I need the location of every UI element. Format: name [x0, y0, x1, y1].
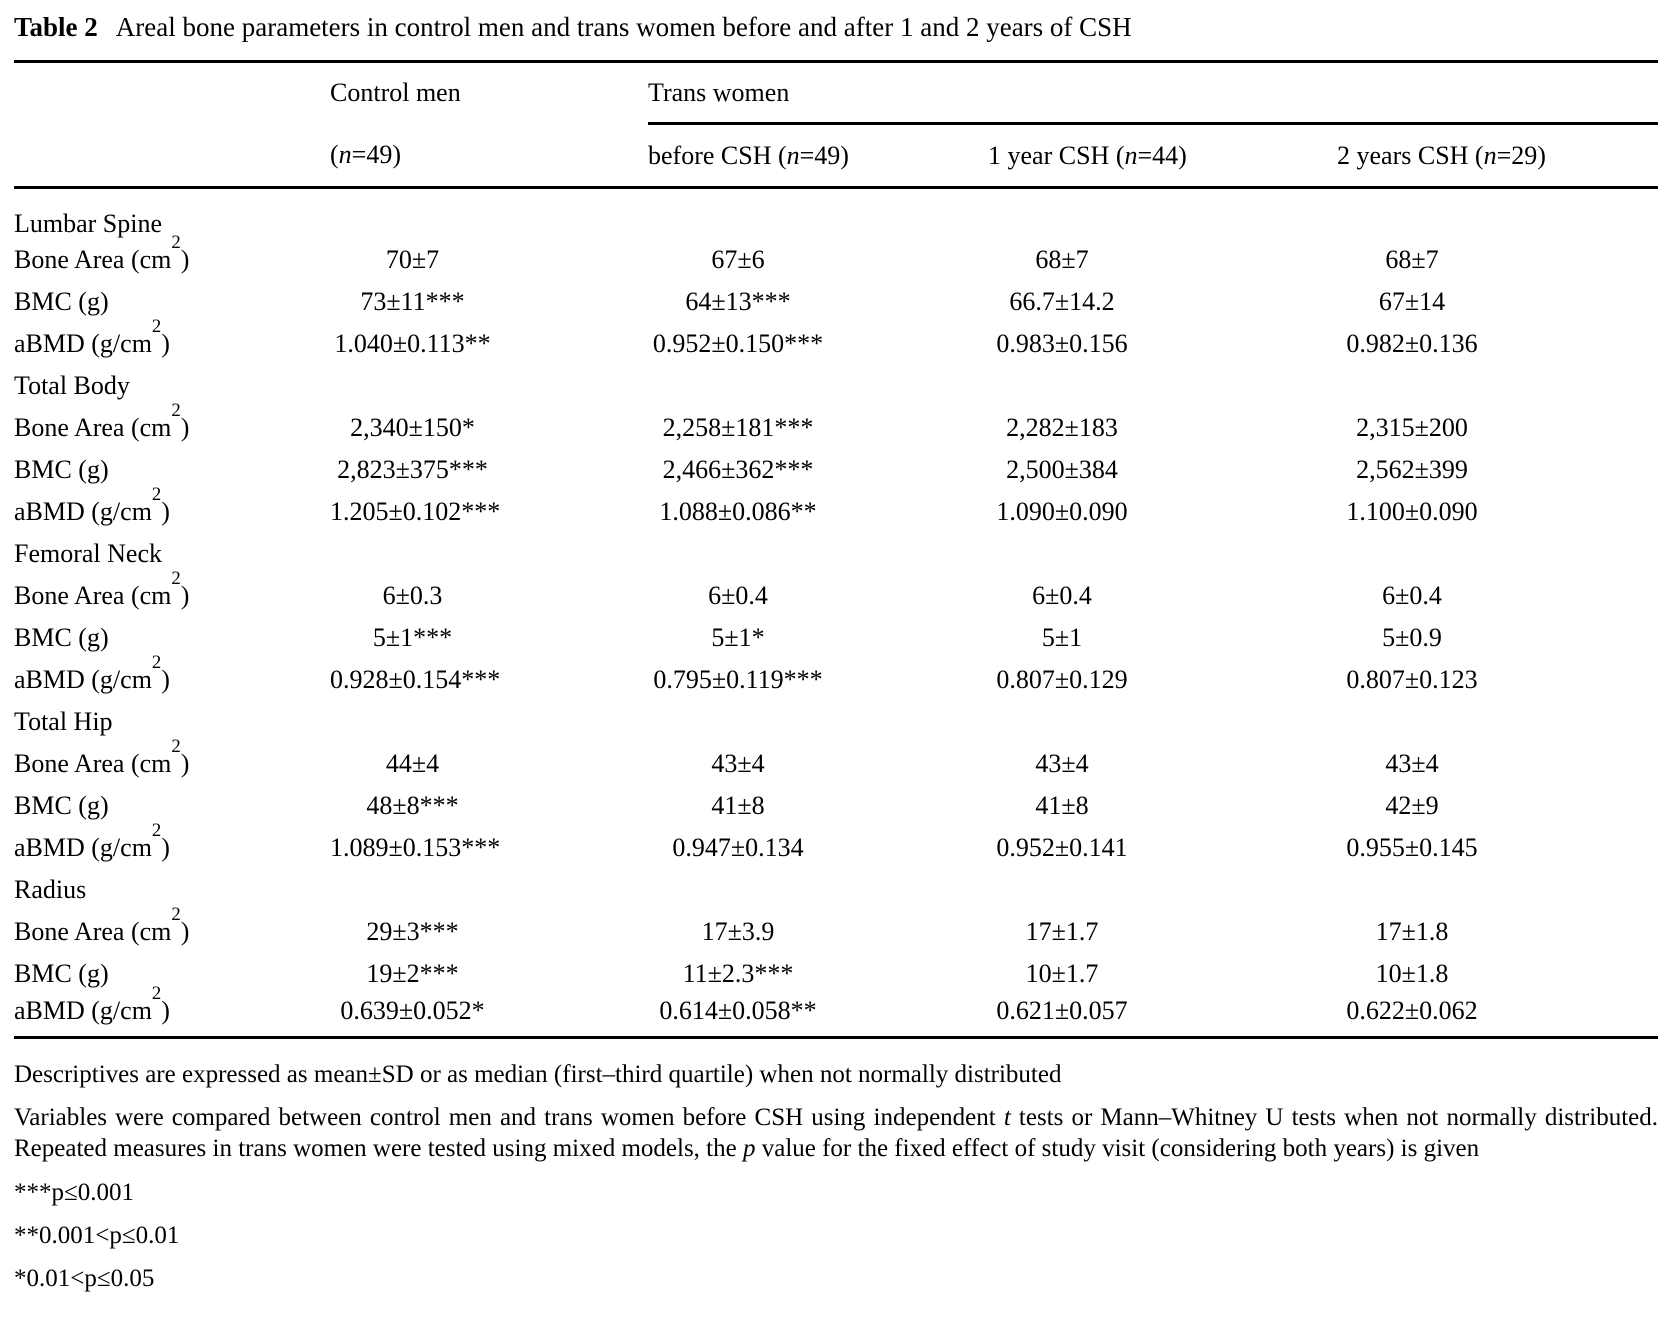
section-label: Total Hip: [14, 707, 113, 736]
table-row: [14, 407, 1658, 449]
header-control-men: Control men: [330, 78, 461, 108]
value-cell: 1.100±0.090: [1346, 497, 1478, 526]
value-cell: 68±7: [1385, 245, 1439, 274]
value-cell: 0.795±0.119***: [653, 665, 823, 694]
value-cell: 5±1***: [372, 623, 453, 652]
table-caption: [14, 10, 1658, 44]
value-cell: 2,466±362***: [662, 455, 814, 484]
section-row: [14, 365, 1658, 407]
footnote-sig-3stars: ***p≤0.001: [14, 1178, 134, 1206]
value-cell: 44±4: [385, 749, 440, 778]
table-header: [14, 62, 1658, 188]
footnote-descriptives: Descriptives are expressed as mean±SD or as median (first–third quartile) when not normally distributed: [14, 1060, 1062, 1088]
value-cell: 43±4: [1385, 749, 1439, 778]
subheader-1-year-csh: 1 year CSH (n=44): [988, 124, 1337, 188]
row-label: aBMD $(g/cm^2)$: [14, 652, 170, 694]
value-cell: 1.089±0.153***: [330, 833, 501, 862]
value-cell: 0.807±0.123: [1346, 665, 1478, 694]
value-cell: 5±0.9: [1382, 623, 1442, 652]
value-cell: 41±8: [1035, 791, 1089, 820]
value-cell: 0.952±0.141: [996, 833, 1128, 862]
value-cell: 6±0.4: [1032, 581, 1092, 610]
table-row: [14, 491, 1658, 533]
value-cell: 19±2***: [366, 959, 459, 988]
value-cell: 11±2.3***: [682, 959, 794, 988]
table-row: [14, 911, 1658, 953]
row-label: BMC (g): [14, 287, 109, 316]
row-label: Bone Area $(cm^2)$: [14, 568, 190, 610]
value-cell: 0.621±0.057: [996, 996, 1128, 1026]
row-label: BMC (g): [14, 791, 109, 820]
value-cell: 48±8***: [366, 791, 459, 820]
row-label: aBMD $(g/cm^2)$: [14, 316, 170, 358]
value-cell: 67±6: [711, 245, 765, 274]
value-cell: 1.088±0.086**: [659, 497, 817, 526]
table-caption-number: Table 2: [14, 12, 98, 42]
row-label: Bone Area $(cm^2)$: [14, 400, 190, 442]
value-cell: 0.955±0.145: [1346, 833, 1478, 862]
value-cell: 0.983±0.156: [996, 329, 1128, 358]
value-cell: 2,282±183: [1006, 413, 1118, 442]
value-cell: 17±1.8: [1375, 917, 1449, 946]
row-label: Bone Area $(cm^2)$: [14, 232, 190, 274]
section-row: [14, 701, 1658, 743]
section-label: Radius: [14, 875, 87, 904]
value-cell: 70±7: [385, 245, 440, 274]
value-cell: 6±0.3: [382, 581, 443, 610]
section-row: [14, 188, 1658, 240]
table-row: [14, 953, 1658, 995]
value-cell: 0.952±0.150***: [652, 329, 824, 358]
value-cell: 10±1.7: [1025, 959, 1099, 988]
value-cell: 64±13***: [685, 287, 791, 316]
table-row: [14, 827, 1658, 869]
footnote-sig-1star: *0.01<p≤0.05: [14, 1264, 155, 1292]
footnote-methods: Variables were compared between control men and trans women before CSH using independent t tests or Mann–Whitney U tests when not normally distributed. Repeated measures in trans women were tested using mixed models, the p value for the fixed effect of study visit (considering both years) is given: [14, 1103, 1658, 1162]
value-cell: 10±1.8: [1375, 959, 1449, 988]
value-cell: 42±9: [1385, 791, 1439, 820]
value-cell: 2,823±375***: [337, 455, 488, 484]
subheader-before-csh: before CSH (n=49): [648, 124, 988, 188]
value-cell: 2,340±150*: [350, 413, 475, 442]
subheader-2-years-csh: 2 years CSH (n=29): [1337, 124, 1658, 188]
table-row: [14, 659, 1658, 701]
sub-header-row: [14, 124, 1658, 188]
table-row: [14, 617, 1658, 659]
areal-bone-parameters-table: [14, 60, 1658, 1039]
table-caption-text: Areal bone parameters in control men and trans women before and after 1 and 2 years of CSH: [115, 12, 1132, 42]
table-row: [14, 575, 1658, 617]
value-cell: 1.090±0.090: [996, 497, 1128, 526]
value-cell: 6±0.4: [1382, 581, 1442, 610]
value-cell: 43±4: [1035, 749, 1089, 778]
value-cell: 67±14: [1378, 287, 1446, 316]
value-cell: 0.639±0.052*: [340, 996, 485, 1026]
section-row: [14, 533, 1658, 575]
table-row: [14, 323, 1658, 365]
value-cell: 5±1: [1041, 623, 1083, 652]
table-row: [14, 449, 1658, 491]
section-row: [14, 869, 1658, 911]
value-cell: 17±1.7: [1025, 917, 1099, 946]
row-label: BMC (g): [14, 455, 109, 484]
row-label: aBMD $(g/cm^2)$: [14, 820, 170, 862]
value-cell: 1.040±0.113**: [334, 329, 491, 358]
table-row: [14, 281, 1658, 323]
row-label: BMC (g): [14, 623, 109, 652]
row-label: Bone Area $(cm^2)$: [14, 904, 190, 946]
table-row: [14, 239, 1658, 281]
value-cell: 43±4: [711, 749, 765, 778]
value-cell: 29±3***: [366, 917, 459, 946]
value-cell: 0.807±0.129: [996, 665, 1128, 694]
subheader-control-n: (n=49): [330, 124, 648, 188]
value-cell: 17±3.9: [701, 917, 775, 946]
table-body: [14, 188, 1658, 1038]
group-header-row: [14, 62, 1658, 124]
value-cell: 0.622±0.062: [1346, 996, 1478, 1026]
empty-header-cell: [14, 62, 330, 124]
table-row: [14, 743, 1658, 785]
value-cell: 2,315±200: [1356, 413, 1468, 442]
section-label: Lumbar Spine: [14, 209, 163, 238]
section-label: Total Body: [14, 371, 130, 400]
table-row: [14, 785, 1658, 827]
value-cell: 0.947±0.134: [672, 833, 804, 862]
value-cell: 0.928±0.154***: [330, 665, 501, 694]
value-cell: 2,562±399: [1356, 455, 1468, 484]
value-cell: 73±11***: [360, 287, 465, 316]
value-cell: 1.205±0.102***: [330, 497, 501, 526]
value-cell: 68±7: [1035, 245, 1089, 274]
table-row: [14, 995, 1658, 1037]
row-label: Bone Area $(cm^2)$: [14, 736, 190, 778]
row-label: BMC (g): [14, 959, 109, 988]
value-cell: 41±8: [711, 791, 765, 820]
table-footnotes: [14, 1059, 1658, 1293]
value-cell: 6±0.4: [708, 581, 768, 610]
empty-header-cell: [14, 124, 330, 188]
row-label: aBMD $(g/cm^2)$: [14, 484, 170, 526]
value-cell: 2,258±181***: [662, 413, 814, 442]
value-cell: 5±1*: [711, 623, 765, 652]
header-trans-women-group: Trans women: [648, 62, 1658, 124]
footnote-sig-2stars: **0.001<p≤0.01: [14, 1221, 180, 1249]
value-cell: 2,500±384: [1006, 455, 1118, 484]
row-label: aBMD $(g/cm^2)$: [14, 983, 170, 1026]
value-cell: 66.7±14.2: [1009, 287, 1115, 316]
section-label: Femoral Neck: [14, 539, 163, 568]
value-cell: 0.614±0.058**: [659, 996, 817, 1026]
value-cell: 0.982±0.136: [1346, 329, 1478, 358]
